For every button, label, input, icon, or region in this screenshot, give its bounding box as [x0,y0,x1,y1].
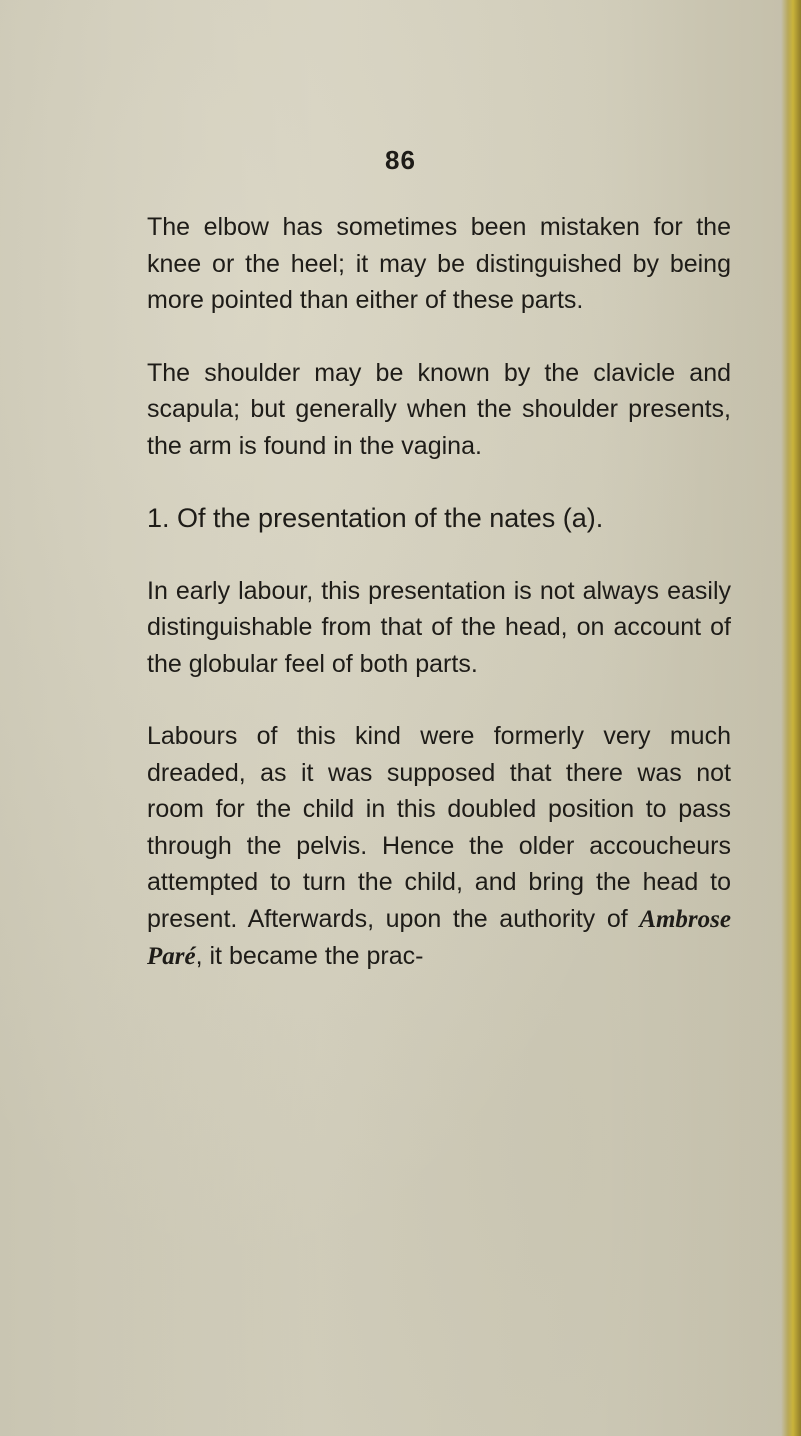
paragraph-shoulder: The shoulder may be known by the clavicle and scapula; but generally when the shoulder presents, the arm is found in the vagina. [147,358,731,460]
author-name: Ambrose Paré [147,905,731,970]
section-heading: 1. Of the presentation of the nates (a). [147,503,604,533]
paragraph-labours-text: Labours of this kind were formerly very much dreaded, as it was supposed that there was not room for the child in this doubled position to pass through the pelvis. Hence the older accoucheurs attempted to turn the child, and bring the head to present. Afterwards, upon the authority of [147,722,731,933]
page-body [147,209,731,1012]
paragraph-elbow: The elbow has sometimes been mistaken for the knee or the heel; it may be distinguished by being more pointed than either of these parts. [147,213,731,314]
paragraph-early-labour: In early labour, this presentation is not always easily distinguishable from that of the head, on account of the globular feel of both parts. [147,576,731,678]
paragraph-labours-end: , it became the prac- [195,942,424,970]
page-number: 86 [385,145,416,175]
paragraph-labours [147,718,731,976]
page-edge [781,0,801,1436]
